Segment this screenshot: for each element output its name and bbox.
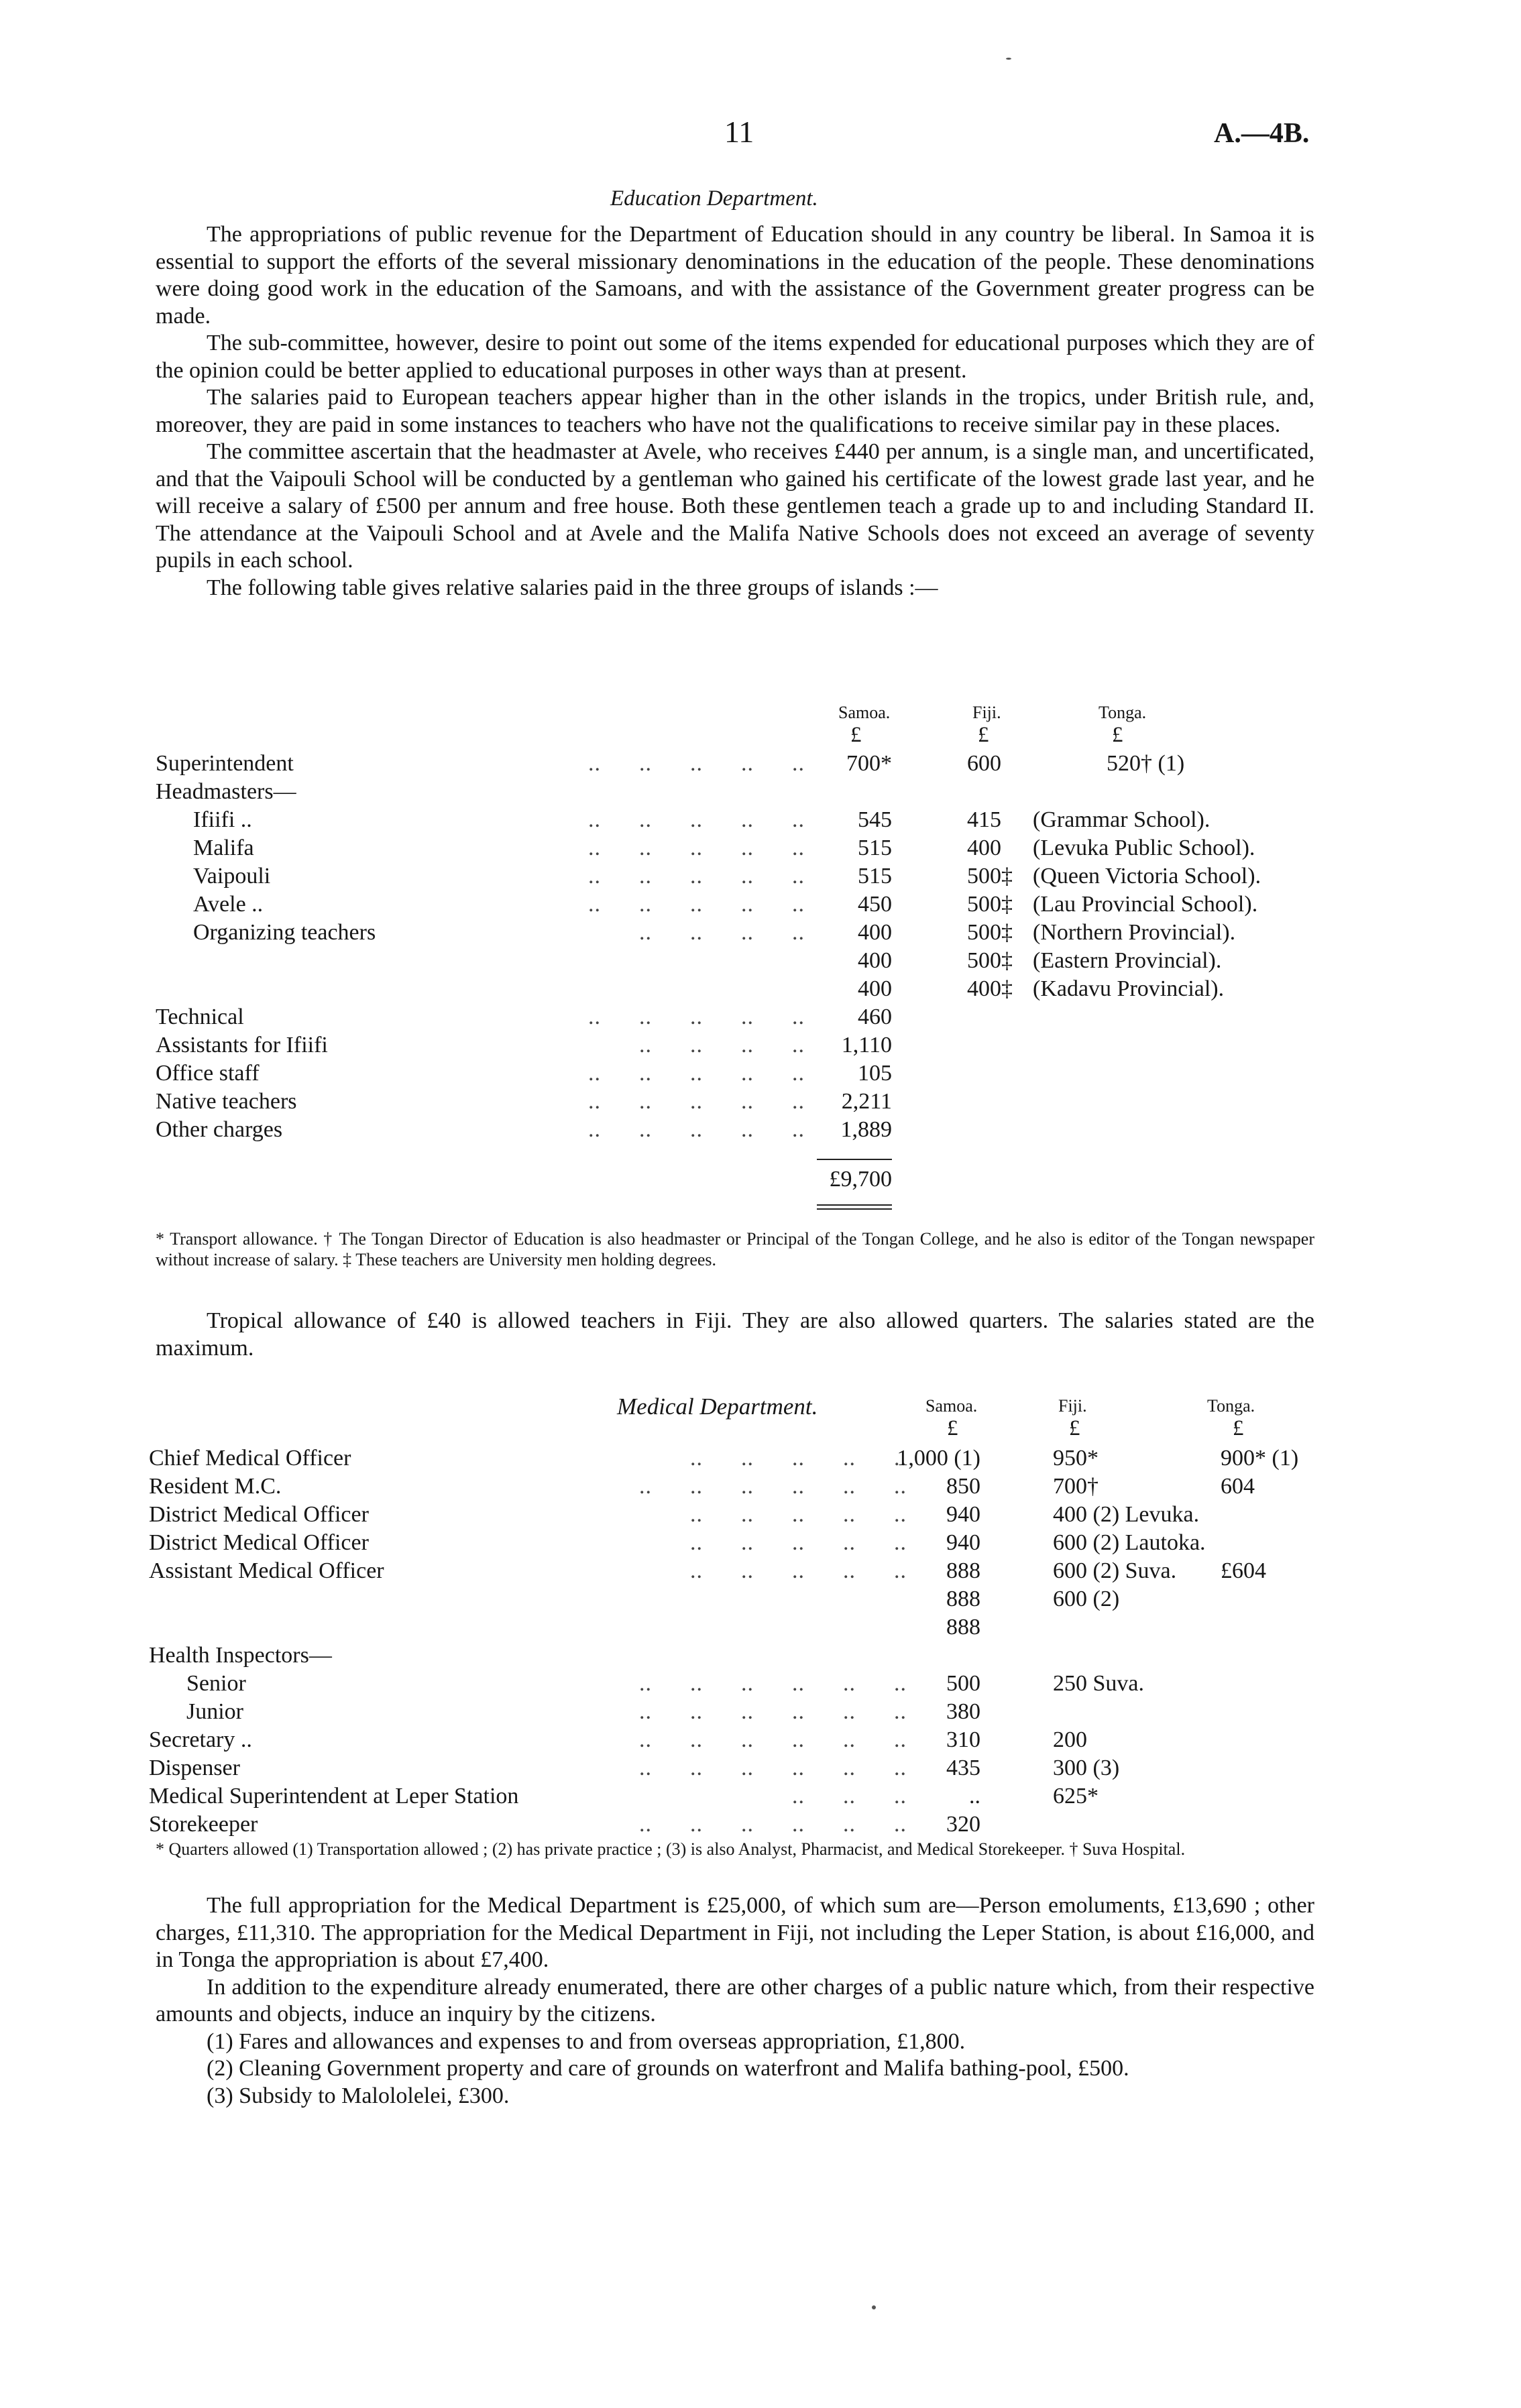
table-row bbox=[0, 1587, 1521, 1615]
document-reference: A.—4B. bbox=[1214, 118, 1310, 149]
table-row bbox=[0, 1671, 1521, 1699]
education-paragraph: The salaries paid to European teachers appear higher than in the other islands in the tropics, under British rule, and, moreover, they are paid in some instances to teachers who have not the qualifications to receive similar pay in these places. bbox=[156, 385, 1314, 437]
fiji-value: 400 (2) Levuka. bbox=[1053, 1502, 1200, 1527]
row-label: Senior bbox=[186, 1671, 246, 1696]
education-after-paragraph: Tropical allowance of £40 is allowed teachers in Fiji. They are also allowed quarters. The salaries stated are the maximum. bbox=[156, 1308, 1314, 1361]
fiji-value: 500‡ bbox=[967, 920, 1013, 945]
row-label: Vaipouli bbox=[193, 864, 271, 888]
table-row bbox=[0, 1005, 1521, 1033]
leader-dots: .. .. .. .. .. .. bbox=[639, 1699, 907, 1724]
total-rule-top bbox=[817, 1159, 892, 1160]
row-label: Medical Superintendent at Leper Station bbox=[149, 1784, 519, 1809]
leader-dots: .. .. .. .. .. bbox=[588, 1117, 805, 1142]
row-label: Other charges bbox=[156, 1117, 283, 1142]
medical-salary-table bbox=[0, 1393, 1521, 1849]
fiji-value: 400‡ bbox=[967, 976, 1013, 1001]
fiji-value: 200 bbox=[1053, 1727, 1087, 1752]
tonga-value: (Eastern Provincial). bbox=[1033, 948, 1222, 973]
currency-symbol: £ bbox=[850, 723, 862, 747]
column-header-fiji: Fiji. bbox=[972, 703, 1001, 722]
education-paragraph: The appropriations of public revenue for the Department of Education should in any country be liberal. In Samoa it is essential to support the efforts of the several missionary denominations in the education of the people. These denominations were doing good work in the education of the Samoans, and with the assistance of the Government greater progress can be made. bbox=[156, 222, 1314, 329]
column-header-samoa: Samoa. bbox=[838, 703, 891, 722]
row-label: Dispenser bbox=[149, 1756, 240, 1780]
tonga-value: (Queen Victoria School). bbox=[1033, 864, 1261, 888]
table-row bbox=[0, 1033, 1521, 1061]
currency-symbol: £ bbox=[978, 723, 989, 747]
samoa-value: 1,889 bbox=[840, 1117, 892, 1142]
tonga-value: (Northern Provincial). bbox=[1033, 920, 1236, 945]
fiji-value: 500‡ bbox=[967, 892, 1013, 917]
education-total: £9,700 bbox=[829, 1167, 892, 1192]
fiji-value: 400 bbox=[967, 836, 1001, 860]
leader-dots: .. .. .. .. .. bbox=[588, 892, 805, 917]
scan-speck bbox=[1006, 58, 1011, 60]
table-row bbox=[0, 920, 1521, 948]
fiji-value: 700† bbox=[1053, 1474, 1098, 1499]
total-rule-bottom bbox=[817, 1208, 892, 1210]
medical-footnote: * Quarters allowed (1) Transportation allowed ; (2) has private practice ; (3) is also Analyst, Pharmacist, and Medical Storekeeper. † Suva Hospital. bbox=[156, 1839, 1186, 1859]
samoa-value: 888 bbox=[946, 1615, 980, 1640]
currency-symbol: £ bbox=[1112, 723, 1123, 747]
education-paragraph: The sub-committee, however, desire to point out some of the items expended for educational purposes which they are of the opinion could be better applied to educational purposes in other ways than at present. bbox=[156, 331, 1314, 383]
fiji-value: 500‡ bbox=[967, 948, 1013, 973]
leader-dots: .. .. .. .. .. .. bbox=[639, 1812, 907, 1837]
scan-speck bbox=[872, 2305, 876, 2309]
row-label: Malifa bbox=[193, 836, 254, 860]
medical-paragraphs bbox=[156, 1892, 1314, 2110]
fiji-value: 600 (2) Suva. bbox=[1053, 1558, 1177, 1583]
leader-dots: .. .. .. bbox=[792, 1784, 907, 1809]
table-row bbox=[0, 1530, 1521, 1558]
table-row bbox=[0, 1502, 1521, 1530]
table-row bbox=[0, 976, 1521, 1005]
row-label: Junior bbox=[186, 1699, 243, 1724]
samoa-value: 700* bbox=[846, 751, 892, 776]
leader-dots: .. .. .. .. .. .. bbox=[639, 1756, 907, 1780]
column-header-tonga: Tonga. bbox=[1098, 703, 1147, 722]
row-label: Headmasters— bbox=[156, 779, 296, 804]
row-label: Health Inspectors— bbox=[149, 1643, 332, 1668]
leader-dots: .. .. .. .. bbox=[639, 1033, 805, 1057]
tonga-value: 604 bbox=[1221, 1474, 1255, 1499]
medical-heading: Medical Department. bbox=[617, 1393, 818, 1420]
tonga-value: (Lau Provincial School). bbox=[1033, 892, 1258, 917]
samoa-value: 1,000 (1) bbox=[897, 1446, 980, 1471]
table-row bbox=[0, 1727, 1521, 1756]
table-row bbox=[0, 948, 1521, 976]
fiji-value: 950* bbox=[1053, 1446, 1098, 1471]
leader-dots: .. .. .. .. .. bbox=[588, 1005, 805, 1029]
table-row bbox=[0, 1812, 1521, 1840]
row-label: Superintendent bbox=[156, 751, 294, 776]
leader-dots: .. .. .. .. .. bbox=[588, 836, 805, 860]
table-row bbox=[0, 1089, 1521, 1117]
samoa-value: 400 bbox=[858, 920, 892, 945]
education-paragraph: The committee ascertain that the headmaster at Avele, who receives £440 per annum, is a single man, and uncertificated, and that the Vaipouli School will be conducted by a gentleman who gained his certificate of the lowest grade last year, and he will receive a salary of £500 per annum and free house. Both these gentlemen teach a grade up to and including Standard II. The attendance at the Vaipouli School and at Avele and the Malifa Native Schools does not exceed an average of seventy pupils in each school. bbox=[156, 439, 1314, 573]
samoa-value: 400 bbox=[858, 948, 892, 973]
samoa-value: 435 bbox=[946, 1756, 980, 1780]
education-heading: Education Department. bbox=[610, 186, 818, 211]
row-label: Resident M.C. bbox=[149, 1474, 282, 1499]
fiji-value: 600 bbox=[967, 751, 1001, 776]
samoa-value: 310 bbox=[946, 1727, 980, 1752]
row-label: Organizing teachers bbox=[193, 920, 376, 945]
row-label: Native teachers bbox=[156, 1089, 297, 1114]
fiji-value: 625* bbox=[1053, 1784, 1098, 1809]
samoa-value: 320 bbox=[946, 1812, 980, 1837]
leader-dots: .. .. .. .. bbox=[639, 920, 805, 945]
table-row bbox=[0, 1643, 1521, 1671]
currency-symbol: £ bbox=[947, 1416, 958, 1440]
education-paragraphs bbox=[156, 221, 1314, 601]
column-header-samoa: Samoa. bbox=[925, 1396, 978, 1416]
table-row bbox=[0, 892, 1521, 920]
fiji-value: 600 (2) Lautoka. bbox=[1053, 1530, 1206, 1555]
table-row bbox=[0, 1756, 1521, 1784]
table-row bbox=[0, 1061, 1521, 1089]
table-row bbox=[0, 807, 1521, 836]
samoa-value: 515 bbox=[858, 864, 892, 888]
samoa-value: 450 bbox=[858, 892, 892, 917]
samoa-value: 545 bbox=[858, 807, 892, 832]
samoa-value: 105 bbox=[858, 1061, 892, 1086]
row-label: Assistants for Ifiifi bbox=[156, 1033, 328, 1057]
table-row bbox=[0, 1117, 1521, 1145]
tonga-value: (Levuka Public School). bbox=[1033, 836, 1255, 860]
row-label: Ifiifi .. bbox=[193, 807, 252, 832]
leader-dots: .. .. .. .. .. bbox=[588, 807, 805, 832]
leader-dots: .. .. .. .. .. bbox=[588, 1061, 805, 1086]
row-label: Avele .. bbox=[193, 892, 264, 917]
tropical-allowance-paragraph bbox=[156, 1308, 1314, 1362]
samoa-value: .. bbox=[969, 1784, 980, 1809]
leader-dots: .. .. .. .. .. bbox=[588, 751, 805, 776]
fiji-value: 300 (3) bbox=[1053, 1756, 1120, 1780]
samoa-value: 380 bbox=[946, 1699, 980, 1724]
medical-paragraph: (3) Subsidy to Malololelei, £300. bbox=[207, 2083, 510, 2108]
table-row bbox=[0, 1784, 1521, 1812]
leader-dots: .. .. .. .. .. .. bbox=[639, 1671, 907, 1696]
table-row bbox=[0, 1474, 1521, 1502]
tonga-value: 900* (1) bbox=[1221, 1446, 1299, 1471]
leader-dots: .. .. .. .. .. bbox=[690, 1502, 907, 1527]
column-header-tonga: Tonga. bbox=[1207, 1396, 1255, 1416]
table-row bbox=[0, 1615, 1521, 1643]
total-rule-bottom bbox=[817, 1204, 892, 1206]
samoa-value: 940 bbox=[946, 1502, 980, 1527]
row-label: Storekeeper bbox=[149, 1812, 258, 1837]
tonga-value: £604 bbox=[1221, 1558, 1266, 1583]
table-row bbox=[0, 1558, 1521, 1587]
table-row bbox=[0, 1446, 1521, 1474]
medical-paragraph: (1) Fares and allowances and expenses to and from overseas appropriation, £1,800. bbox=[207, 2028, 966, 2054]
fiji-value: 415 bbox=[967, 807, 1001, 832]
row-label: Chief Medical Officer bbox=[149, 1446, 351, 1471]
education-salary-table bbox=[0, 703, 1521, 1212]
table-row bbox=[0, 1699, 1521, 1727]
currency-symbol: £ bbox=[1069, 1416, 1080, 1440]
samoa-value: 515 bbox=[858, 836, 892, 860]
table-row bbox=[0, 779, 1521, 807]
row-label: Assistant Medical Officer bbox=[149, 1558, 384, 1583]
page-number: 11 bbox=[724, 115, 754, 149]
table-row bbox=[0, 751, 1521, 779]
row-label: District Medical Officer bbox=[149, 1502, 369, 1527]
samoa-value: 888 bbox=[946, 1558, 980, 1583]
fiji-value: 600 (2) bbox=[1053, 1587, 1120, 1611]
column-header-fiji: Fiji. bbox=[1058, 1396, 1087, 1416]
samoa-value: 850 bbox=[946, 1474, 980, 1499]
medical-paragraph: In addition to the expenditure already enumerated, there are other charges of a public nature which, from their respective amounts and objects, induce an inquiry by the citizens. bbox=[156, 1974, 1314, 2026]
leader-dots: .. .. .. .. .. .. bbox=[639, 1474, 907, 1499]
education-paragraph: The following table gives relative salaries paid in the three groups of islands :— bbox=[207, 575, 938, 600]
leader-dots: .. .. .. .. .. .. bbox=[639, 1727, 907, 1752]
tonga-value: 520† (1) bbox=[1107, 751, 1185, 776]
table-row bbox=[0, 864, 1521, 892]
medical-paragraph: The full appropriation for the Medical Department is £25,000, of which sum are—Person emoluments, £13,690 ; other charges, £11,310. The appropriation for the Medical Department in Fiji, not including the Leper Station, is about £16,000, and in Tonga the appropriation is about £7,400. bbox=[156, 1893, 1314, 1972]
samoa-value: 940 bbox=[946, 1530, 980, 1555]
row-label: Technical bbox=[156, 1005, 244, 1029]
samoa-value: 2,211 bbox=[841, 1089, 892, 1114]
leader-dots: .. .. .. .. .. bbox=[690, 1530, 907, 1555]
samoa-value: 1,110 bbox=[841, 1033, 892, 1057]
table-row bbox=[0, 836, 1521, 864]
samoa-value: 888 bbox=[946, 1587, 980, 1611]
tonga-value: (Kadavu Provincial). bbox=[1033, 976, 1225, 1001]
tonga-value: (Grammar School). bbox=[1033, 807, 1210, 832]
row-label: District Medical Officer bbox=[149, 1530, 369, 1555]
fiji-value: 500‡ bbox=[967, 864, 1013, 888]
leader-dots: .. .. .. .. .. bbox=[690, 1558, 907, 1583]
row-label: Secretary .. bbox=[149, 1727, 252, 1752]
medical-paragraph: (2) Cleaning Government property and care of grounds on waterfront and Malifa bathing-pool, £500. bbox=[207, 2056, 1129, 2081]
currency-symbol: £ bbox=[1233, 1416, 1244, 1440]
education-footnote: * Transport allowance. † The Tongan Director of Education is also headmaster or Principal of the Tongan College, and he also is editor of the Tongan newspaper without increase of salary. ‡ These teachers are University men holding degrees. bbox=[156, 1229, 1314, 1269]
samoa-value: 400 bbox=[858, 976, 892, 1001]
row-label: Office staff bbox=[156, 1061, 260, 1086]
leader-dots: .. .. .. .. .. bbox=[588, 864, 805, 888]
fiji-value: 250 Suva. bbox=[1053, 1671, 1144, 1696]
leader-dots: .. .. .. .. .. bbox=[690, 1446, 907, 1471]
samoa-value: 500 bbox=[946, 1671, 980, 1696]
leader-dots: .. .. .. .. .. bbox=[588, 1089, 805, 1114]
samoa-value: 460 bbox=[858, 1005, 892, 1029]
